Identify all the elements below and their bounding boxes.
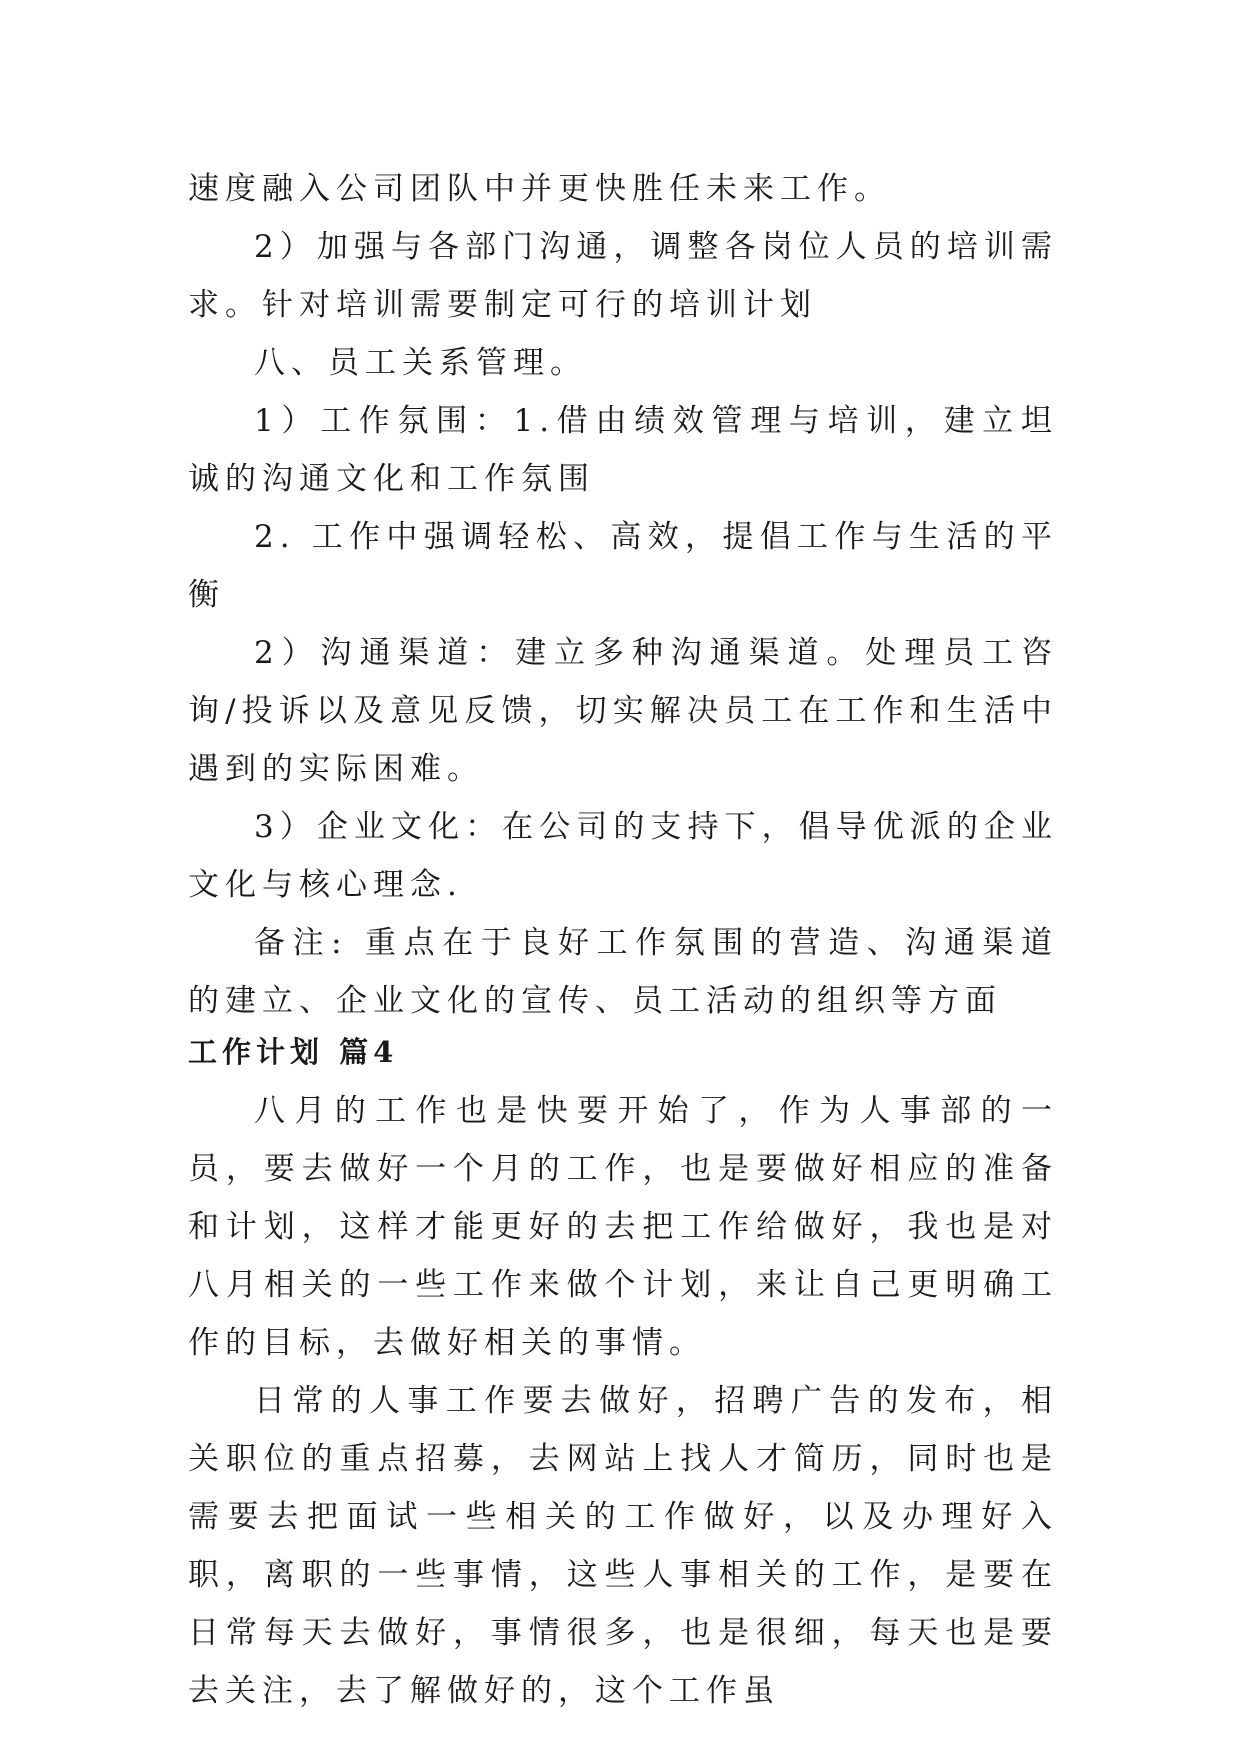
document-page (188, 160, 1058, 1720)
paragraph: 3）企业文化：在公司的支持下，倡导优派的企业文化与核心理念. (188, 809, 1058, 903)
paragraph: 日常的人事工作要去做好，招聘广告的发布，相关职位的重点招募，去网站上找人才简历，同时也是需要去把面试一些相关的工作做好，以及办理好入职，离职的一些事情，这些人事相关的工作，是要在日常每天去做好，事情很多，也是很细，每天也是要去关注，去了解做好的，这个工作虽 (188, 1383, 1058, 1709)
paragraph: 八月的工作也是快要开始了，作为人事部的一员，要去做好一个月的工作，也是要做好相应的准备和计划，这样才能更好的去把工作给做好，我也是对八月相关的一些工作来做个计划，来让自己更明确工作的目标，去做好相关的事情。 (188, 1093, 1058, 1361)
paragraph: 2. 工作中强调轻松、高效，提倡工作与生活的平衡 (188, 519, 1058, 613)
paragraph: 2）加强与各部门沟通，调整各岗位人员的培训需求。针对培训需要制定可行的培训计划 (188, 229, 1058, 323)
section-heading: 工作计划 篇4 (188, 1035, 399, 1069)
section-title: 八、员工关系管理。 (254, 345, 587, 381)
paragraph: 速度融入公司团队中并更快胜任未来工作。 (188, 171, 891, 207)
note-paragraph: 备注: 重点在于良好工作氛围的营造、沟通渠道的建立、企业文化的宣传、员工活动的组织等方面 (188, 925, 1058, 1019)
paragraph: 1）工作氛围：1.借由绩效管理与培训，建立坦诚的沟通文化和工作氛围 (188, 403, 1058, 497)
paragraph: 2）沟通渠道：建立多种沟通渠道。处理员工咨询/投诉以及意见反馈，切实解决员工在工作和生活中遇到的实际困难。 (188, 635, 1058, 787)
